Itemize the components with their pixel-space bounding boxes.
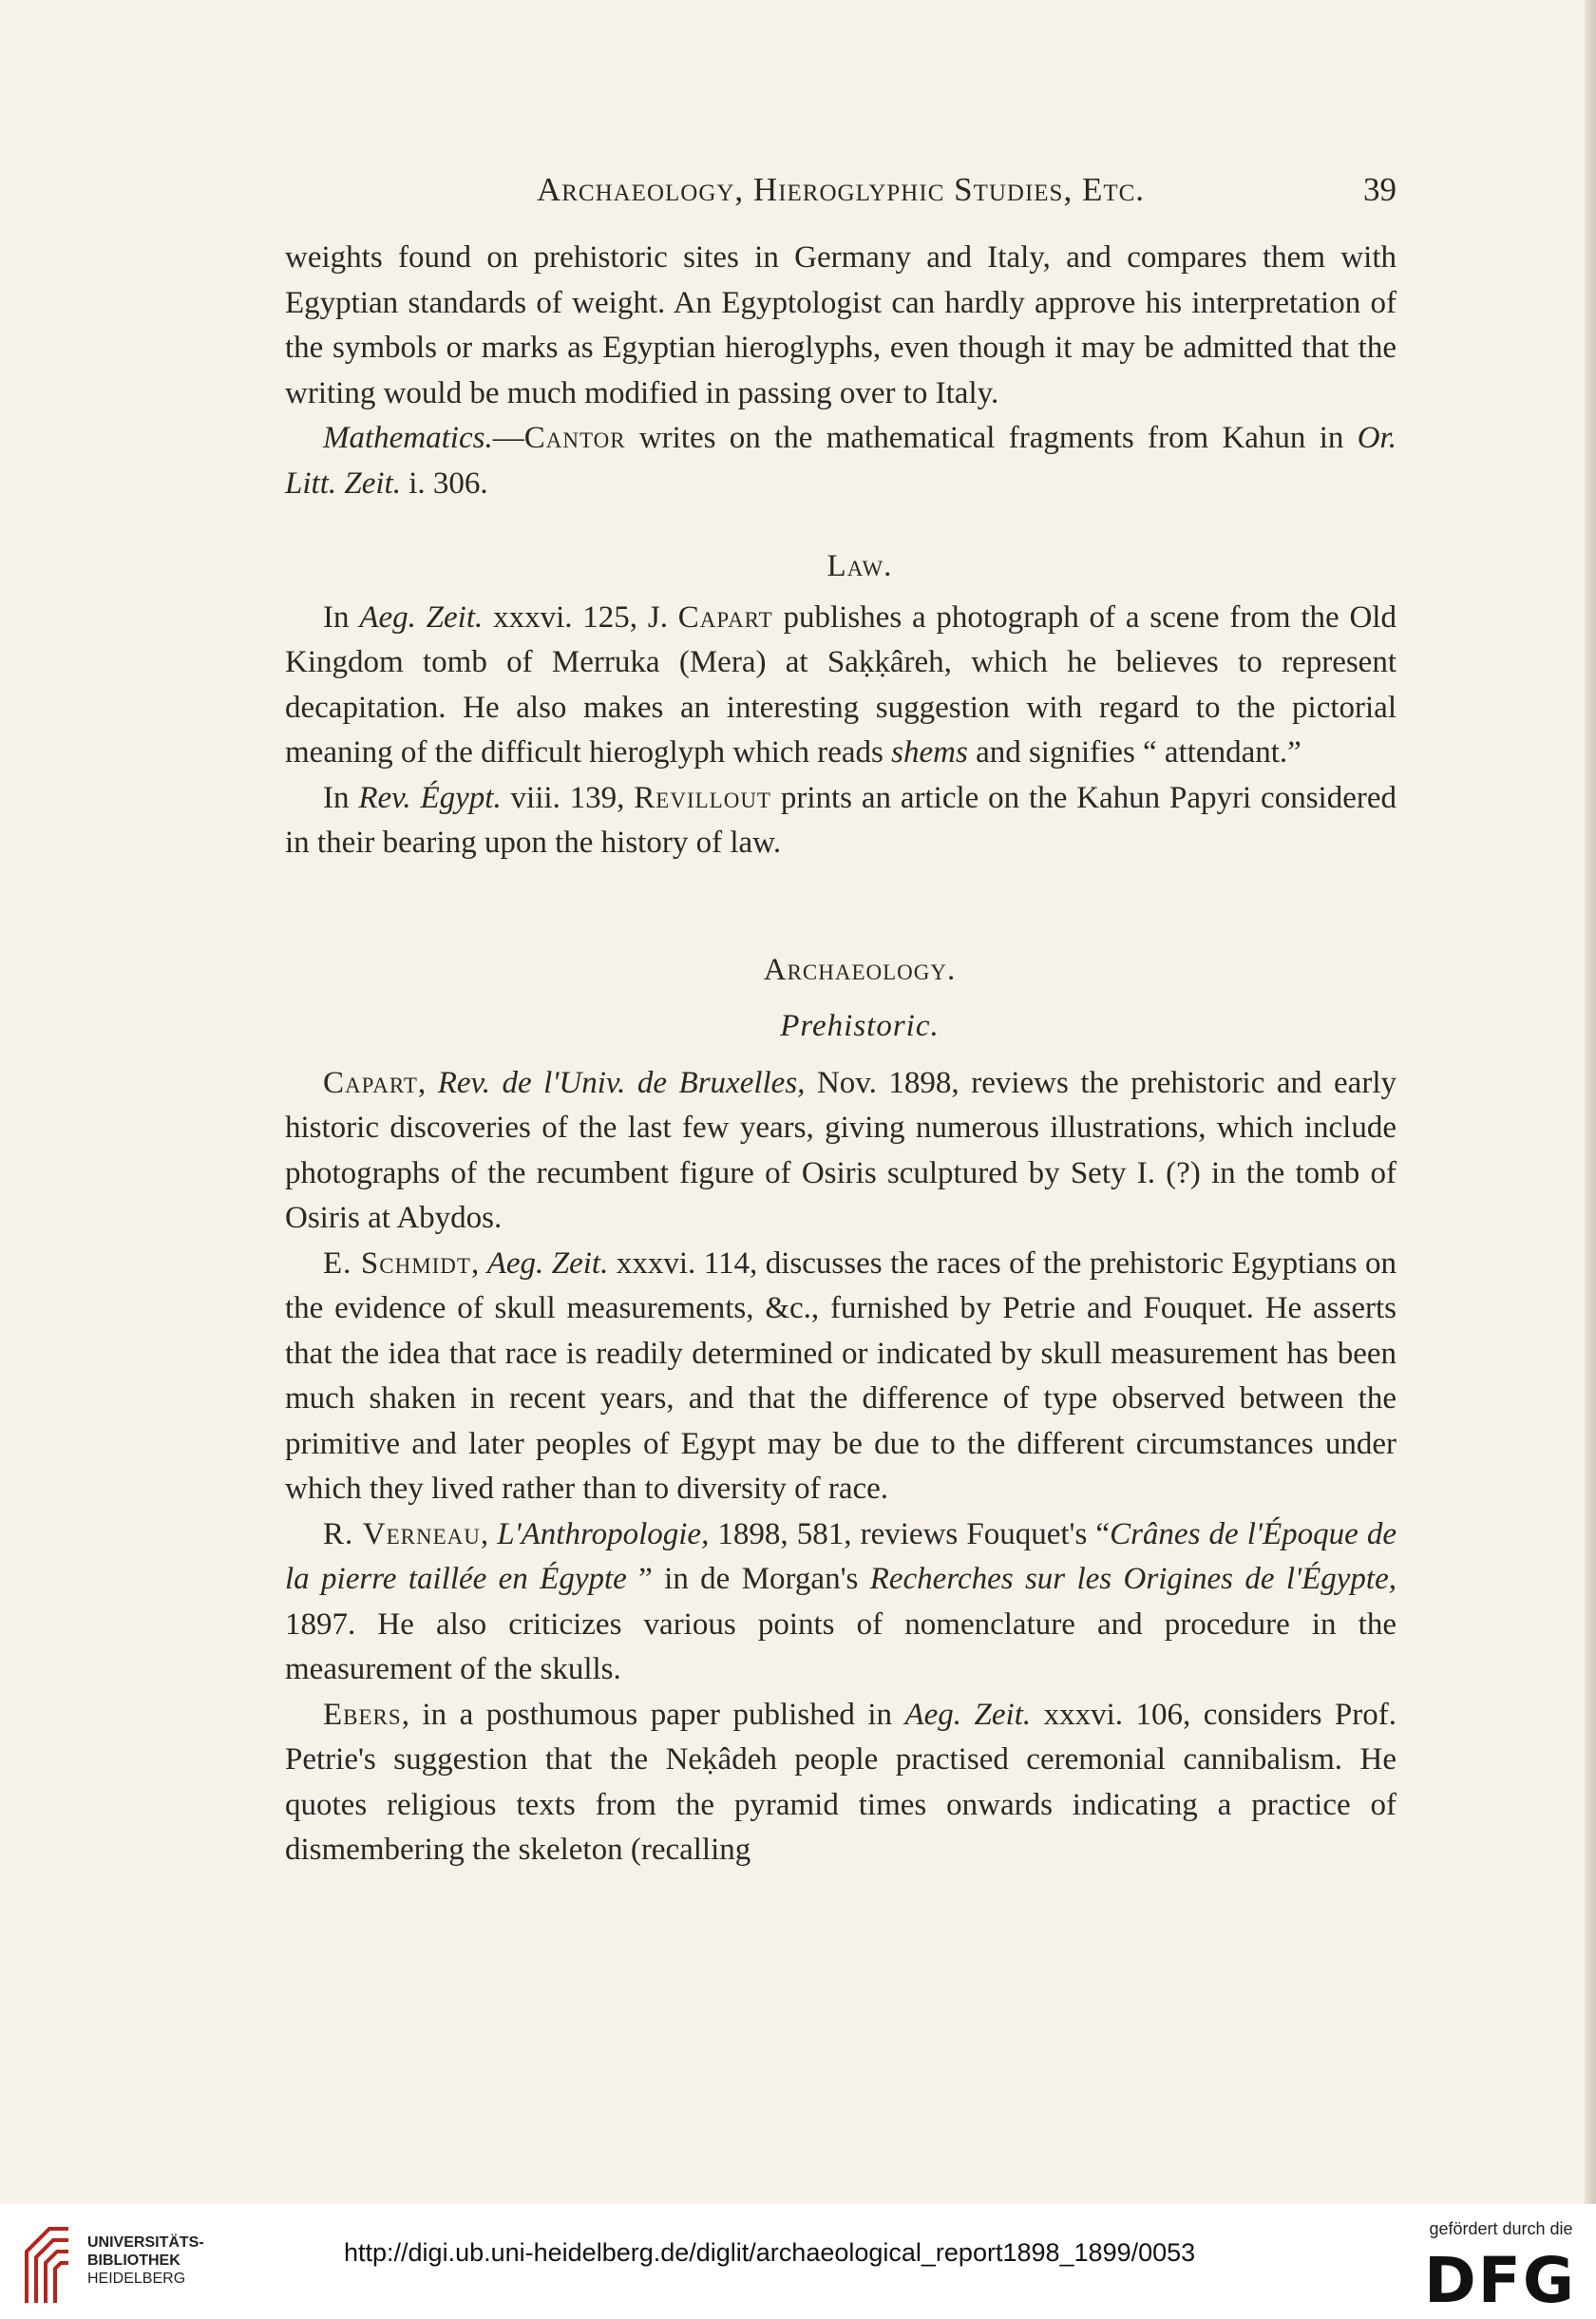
paragraph bbox=[285, 236, 1396, 416]
journal-title: Rev. de l'Univ. de Bruxelles, bbox=[437, 1065, 806, 1100]
section-lead: Mathematics. bbox=[323, 421, 493, 455]
subheading-prehistoric: Prehistoric. bbox=[780, 1009, 940, 1043]
journal-title: Aeg. Zeit. bbox=[904, 1697, 1032, 1732]
permalink-url[interactable]: http://digi.ub.uni-heidelberg.de/diglit/archaeological_report1898_1899/0053 bbox=[344, 2238, 1196, 2267]
paragraph bbox=[285, 1512, 1396, 1693]
term: shems bbox=[891, 735, 968, 770]
paragraph-text: 1898, 581, reviews Fouquet's “ bbox=[709, 1516, 1111, 1551]
library-name-line: UNIVERSITÄTS- bbox=[87, 2234, 204, 2251]
paragraph bbox=[285, 1242, 1396, 1512]
paragraph-text: xxxvi. 106, considers Prof. Petrie's suggestion that the Neḳâdeh people practised ceremonial cannibalism. He quotes religious texts from the pyramid times onwards indicating a practice of dismembering the skeleton (recalling bbox=[285, 1697, 1396, 1867]
paragraph-text: In bbox=[323, 599, 360, 635]
paragraph-text: , bbox=[470, 1245, 487, 1281]
author-name: Ebers bbox=[323, 1697, 402, 1732]
running-head-title: Archaeology, Hieroglyphic Studies, Etc. bbox=[536, 171, 1146, 208]
running-head bbox=[285, 171, 1396, 219]
paragraph bbox=[285, 416, 1396, 506]
author-name: Capart bbox=[677, 599, 773, 635]
body-text bbox=[285, 236, 1396, 1873]
paragraph-text: ” in de Morgan's bbox=[626, 1562, 870, 1596]
journal-title: Aeg. Zeit. bbox=[486, 1245, 609, 1281]
paragraph-text: publishes a photograph of a scene from the Old Kingdom tomb of Merruka (Mera) at Saḳḳâreh, which he believes to represent decapitation. He also makes an interesting suggestion with regard to the pictorial meaning of the difficult hieroglyph which reads bbox=[285, 599, 1396, 770]
dfg-logo: DFG bbox=[1423, 2244, 1577, 2317]
paragraph-text: xxxvi. 114, discusses the races of the prehistoric Egyptians on the evidence of skull measurements, &c., furnished by Petrie and Fouquet. He asserts that the idea that race is readily determined or indicated by skull measurement has been much shaken in recent years, and that the difference of type observed between the primitive and later peoples of Egypt may be due to the different circumstances under which they lived rather than to diversity of race. bbox=[285, 1245, 1396, 1506]
author-name: Capart bbox=[323, 1065, 418, 1100]
paragraph-text: prints an article on the Kahun Papyri considered in their bearing upon the history of law. bbox=[285, 780, 1396, 860]
author-name: R. Verneau bbox=[323, 1516, 481, 1551]
library-logo-icon bbox=[21, 2223, 74, 2305]
library-name-line: HEIDELBERG bbox=[87, 2271, 186, 2287]
paragraph-text: 1897. He also criticizes various points of nomenclature and procedure in the measurement of the skulls. bbox=[285, 1606, 1396, 1686]
paragraph-text: , in a posthumous paper published in bbox=[401, 1697, 905, 1732]
work-title: Recherches sur les Origines de l'Égypte, bbox=[869, 1562, 1396, 1596]
paragraph bbox=[285, 596, 1396, 776]
paragraph-text: Nov. 1898, reviews the prehistoric and early historic discoveries of the last few years, giving numerous illustrations, which include photographs of the recumbent figure of Osiris sculptured by Sety I. (?) in the tomb of Osiris at Abydos. bbox=[285, 1065, 1396, 1235]
paragraph-text: , bbox=[480, 1516, 498, 1551]
paragraph-text: weights found on prehistoric sites in Germany and Italy, and compares them with Egyptian standards of weight. An Egyptologist can hardly approve his interpretation of the symbols or marks as Egyptian hieroglyphs, even though it may be admitted that the writing would be much modified in passing over to Italy. bbox=[285, 240, 1396, 410]
work-title: Crânes de l'Époque de la pierre taillée en Égypte bbox=[285, 1516, 1397, 1596]
paragraph-text: , bbox=[417, 1065, 438, 1100]
paragraph bbox=[285, 776, 1396, 866]
author-name: Cantor bbox=[523, 421, 626, 455]
paragraph-text: and signifies “ attendant.” bbox=[967, 735, 1302, 770]
paragraph bbox=[285, 1061, 1396, 1242]
library-name-line: BIBLIOTHEK bbox=[87, 2252, 180, 2269]
journal-title: L'Anthropologie, bbox=[497, 1516, 710, 1551]
funding-label: gefördert durch die bbox=[1429, 2219, 1573, 2238]
page-edge bbox=[1585, 0, 1596, 2204]
section-heading-law: Law. bbox=[826, 549, 893, 583]
author-name: E. Schmidt bbox=[323, 1245, 471, 1281]
paragraph bbox=[285, 1693, 1396, 1873]
paragraph-text: In bbox=[323, 780, 359, 815]
paragraph-text: viii. 139, bbox=[501, 780, 635, 815]
dash: — bbox=[492, 421, 524, 455]
page-number: 39 bbox=[1363, 171, 1396, 208]
paragraph-text: writes on the mathematical fragments from Kahun in bbox=[625, 421, 1358, 455]
journal-title: Aeg. Zeit. bbox=[359, 599, 484, 635]
library-name bbox=[87, 2233, 230, 2288]
journal-title: Or. Litt. Zeit. bbox=[285, 421, 1396, 501]
paragraph-text: xxxvi. 125, J. bbox=[483, 599, 678, 635]
paragraph-text: i. 306. bbox=[400, 466, 488, 501]
author-name: Revillout bbox=[634, 780, 771, 815]
journal-title: Rev. Égypt. bbox=[358, 780, 502, 815]
section-heading-archaeology: Archaeology. bbox=[763, 952, 957, 987]
